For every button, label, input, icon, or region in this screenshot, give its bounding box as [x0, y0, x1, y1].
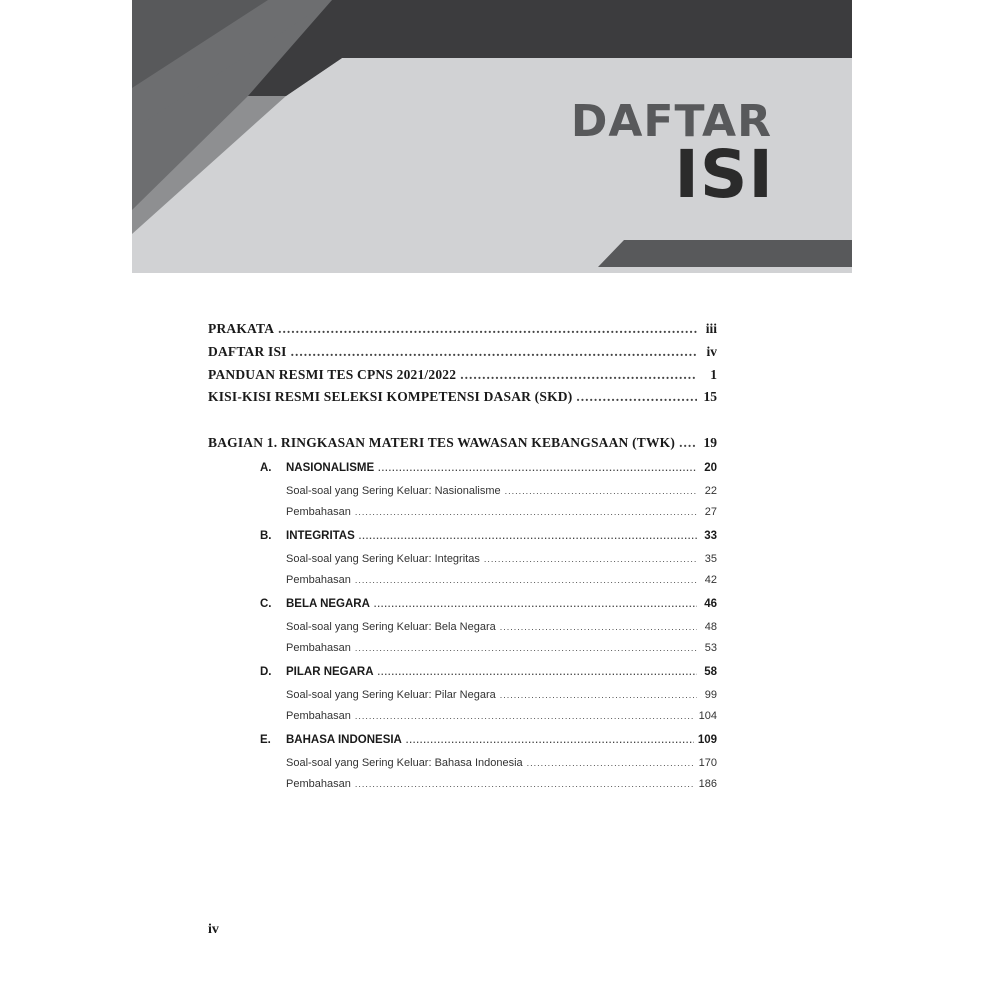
dot-leader: [355, 575, 697, 585]
toc-label: INTEGRITAS: [286, 530, 355, 542]
dot-leader: [278, 321, 697, 337]
toc-page-number: 99: [704, 689, 717, 701]
dot-leader: [406, 735, 694, 745]
toc-label: Pembahasan: [286, 710, 351, 722]
toc-label: Pembahasan: [286, 574, 351, 586]
toc-page-number: iii: [705, 321, 717, 336]
toc-label: PRAKATA: [208, 321, 275, 336]
dot-leader: [505, 486, 697, 496]
toc-section-letter: A.: [260, 462, 272, 474]
toc-subentry[interactable]: [286, 621, 717, 633]
dot-leader: [484, 554, 697, 564]
toc-label: NASIONALISME: [286, 462, 375, 474]
toc-section[interactable]: [260, 462, 717, 474]
toc-page-number: 104: [698, 710, 717, 722]
page-number: iv: [208, 922, 219, 937]
dot-leader: [355, 779, 695, 789]
toc-label: KISI-KISI RESMI SELEKSI KOMPETENSI DASAR (SKD): [208, 389, 573, 404]
toc-section-letter: B.: [260, 530, 272, 542]
toc-page-number: 27: [704, 506, 717, 518]
toc-label: Soal-soal yang Sering Keluar: Pilar Negara: [286, 689, 496, 701]
dot-leader: [378, 667, 697, 677]
dot-leader: [374, 599, 697, 609]
toc-entry[interactable]: [208, 367, 717, 383]
toc-page-number: 1: [710, 367, 717, 382]
toc-section[interactable]: [260, 666, 717, 678]
toc-label: PILAR NEGARA: [286, 666, 374, 678]
toc-label: BAHASA INDONESIA: [286, 734, 402, 746]
toc-subentry[interactable]: [286, 574, 717, 586]
toc-label: Pembahasan: [286, 506, 351, 518]
toc-entry[interactable]: [208, 435, 717, 451]
toc-page-number: 42: [704, 574, 717, 586]
toc-page-number: 170: [698, 757, 717, 769]
toc-subentry[interactable]: [286, 778, 717, 790]
title-line-1: DAFTAR: [570, 96, 772, 147]
toc-subentry[interactable]: [286, 485, 717, 497]
dot-leader: [679, 435, 697, 451]
toc-page-number: 33: [704, 530, 717, 542]
toc-page-number: 35: [704, 553, 717, 565]
toc-subentry[interactable]: [286, 506, 717, 518]
dot-leader: [500, 690, 697, 700]
toc-label: Pembahasan: [286, 778, 351, 790]
toc-label: Soal-soal yang Sering Keluar: Bela Negara: [286, 621, 496, 633]
toc-page-number: iv: [706, 344, 717, 359]
toc-page-number: 58: [704, 666, 717, 678]
title-line-2: ISI: [674, 136, 774, 213]
toc-section-letter: E.: [260, 734, 271, 746]
dot-leader: [355, 507, 697, 517]
toc-page-number: 15: [703, 389, 717, 404]
toc-entry[interactable]: [208, 344, 717, 360]
toc-page-number: 46: [704, 598, 717, 610]
dot-leader: [527, 758, 695, 768]
toc-section-letter: D.: [260, 666, 272, 678]
dot-leader: [500, 622, 697, 632]
toc-section-letter: C.: [260, 598, 272, 610]
toc-section[interactable]: [260, 734, 717, 746]
toc-subentry[interactable]: [286, 689, 717, 701]
dot-leader: [576, 389, 697, 405]
dot-leader: [355, 711, 695, 721]
toc-page-number: 186: [698, 778, 717, 790]
toc-subentry[interactable]: [286, 642, 717, 654]
toc-label: DAFTAR ISI: [208, 344, 287, 359]
toc-page-number: 109: [697, 734, 717, 746]
dot-leader: [355, 643, 697, 653]
dot-leader: [359, 531, 697, 541]
toc-subentry[interactable]: [286, 710, 717, 722]
toc-page-number: 48: [704, 621, 717, 633]
toc-page-number: 20: [704, 462, 717, 474]
toc-page-number: 19: [703, 435, 717, 450]
dot-leader: [460, 367, 697, 383]
toc-label: Soal-soal yang Sering Keluar: Integritas: [286, 553, 480, 565]
toc-label: Soal-soal yang Sering Keluar: Bahasa Indonesia: [286, 757, 523, 769]
dot-leader: [291, 344, 697, 360]
toc-page-number: 22: [704, 485, 717, 497]
toc-label: BAGIAN 1. RINGKASAN MATERI TES WAWASAN KEBANGSAAN (TWK): [208, 435, 676, 450]
toc-label: PANDUAN RESMI TES CPNS 2021/2022: [208, 367, 457, 382]
toc-label: Pembahasan: [286, 642, 351, 654]
toc-entry[interactable]: [208, 389, 717, 405]
toc-subentry[interactable]: [286, 757, 717, 769]
toc-entry[interactable]: [208, 321, 717, 337]
toc-section[interactable]: [260, 598, 717, 610]
dot-leader: [378, 463, 697, 473]
toc-label: Soal-soal yang Sering Keluar: Nasionalisme: [286, 485, 501, 497]
toc-page-number: 53: [704, 642, 717, 654]
toc-label: BELA NEGARA: [286, 598, 370, 610]
toc-section[interactable]: [260, 530, 717, 542]
toc-subentry[interactable]: [286, 553, 717, 565]
